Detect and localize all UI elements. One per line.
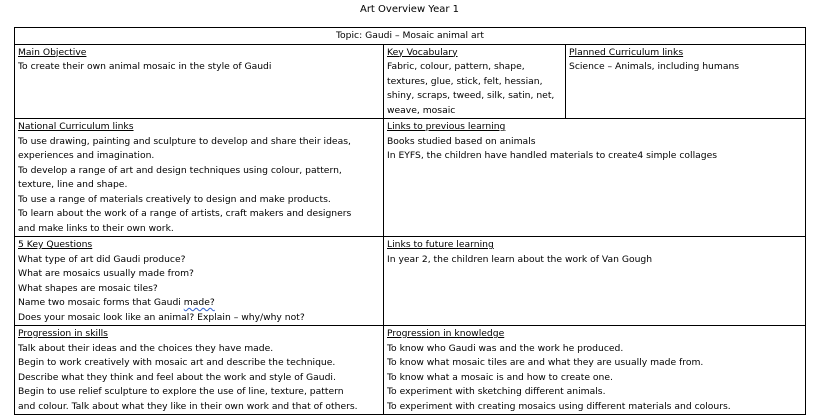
progression-skills-heading: Progression in skills	[18, 328, 108, 339]
progression-knowledge-cell	[384, 326, 806, 415]
progression-knowledge-line: To know what a mosaic is and how to create one.	[387, 371, 613, 383]
national-curriculum-line: and make links to their own work.	[18, 222, 174, 234]
links-previous-cell	[384, 119, 806, 237]
progression-knowledge-line: To know who Gaudi was and the work he produced.	[387, 342, 624, 354]
national-curriculum-line: To learn about the work of a range of artists, craft makers and designers	[18, 208, 352, 219]
progression-skills-line: Begin to use relief sculpture to explore the use of line, texture, pattern	[18, 386, 344, 397]
topic-text: Topic: Gaudi – Mosaic animal art	[335, 30, 485, 41]
national-curriculum-line: To develop a range of art and design techniques using colour, pattern,	[18, 164, 342, 176]
planned-curriculum-heading: Planned Curriculum links	[569, 46, 684, 58]
page-title: Art Overview Year 1	[359, 4, 460, 15]
national-curriculum-line: To use drawing, painting and sculpture to develop and share their ideas,	[18, 135, 351, 147]
progression-skills-line: Begin to work creatively with mosaic art and describe the technique.	[18, 357, 336, 368]
key-question	[18, 296, 380, 311]
key-vocabulary-text: Fabric, colour, pattern, shape, textures, glue, stick, felt, hessian, shiny, scraps, tweed, silk, satin, net, weave, mosaic	[387, 61, 555, 116]
national-curriculum-line: experiences and imagination.	[18, 150, 155, 161]
progression-knowledge-heading: Progression in knowledge	[387, 328, 505, 339]
overview-table	[14, 27, 806, 415]
progression-knowledge-line: To know what mosaic tiles are and what they are usually made from.	[387, 357, 704, 368]
key-vocabulary-heading: Key Vocabulary	[387, 46, 458, 58]
key-question: What shapes are mosaic tiles?	[18, 282, 158, 294]
links-previous-heading: Links to previous learning	[387, 121, 506, 132]
key-question: What are mosaics usually made from?	[18, 268, 194, 279]
key-questions-cell	[15, 237, 384, 326]
progression-skills-line: Describe what they think and feel about the work and style of Gaudi.	[18, 371, 336, 383]
links-previous-line: In EYFS, the children have handled materials to create4 simple collages	[387, 150, 718, 161]
national-curriculum-heading: National Curriculum links	[18, 121, 134, 132]
planned-curriculum-cell	[566, 44, 806, 119]
spellcheck-word: made?	[183, 297, 215, 308]
links-future-heading: Links to future learning	[387, 239, 494, 250]
planned-curriculum-line: Science – Animals, including humans	[569, 61, 740, 72]
main-objective-cell	[15, 44, 384, 119]
key-vocabulary-cell	[384, 44, 566, 119]
main-objective-line: To create their own animal mosaic in the style of Gaudi	[18, 61, 272, 72]
key-question: What type of art did Gaudi produce?	[18, 253, 186, 265]
progression-skills-line: Talk about their ideas and the choices they have made.	[18, 342, 274, 354]
national-curriculum-line: texture, line and shape.	[18, 179, 128, 190]
links-previous-line: Books studied based on animals	[387, 135, 536, 147]
progression-skills-cell	[15, 326, 384, 415]
key-question-prefix: Name two mosaic forms that Gaudi	[18, 297, 184, 308]
progression-skills-line: and colour. Talk about what they like in their own work and that of others.	[18, 400, 358, 412]
key-question: Does your mosaic look like an animal? Explain – why/why not?	[18, 311, 305, 323]
links-future-cell	[384, 237, 806, 326]
national-curriculum-cell	[15, 119, 384, 237]
main-objective-heading: Main Objective	[18, 46, 87, 58]
links-future-line: In year 2, the children learn about the work of Van Gough	[387, 253, 653, 265]
progression-knowledge-line: To experiment with creating mosaics using different materials and colours.	[387, 400, 731, 412]
national-curriculum-line: To use a range of materials creatively to design and make products.	[18, 193, 331, 205]
topic-cell	[15, 28, 806, 45]
key-questions-heading: 5 Key Questions	[18, 239, 93, 250]
progression-knowledge-line: To experiment with sketching different animals.	[387, 386, 606, 397]
